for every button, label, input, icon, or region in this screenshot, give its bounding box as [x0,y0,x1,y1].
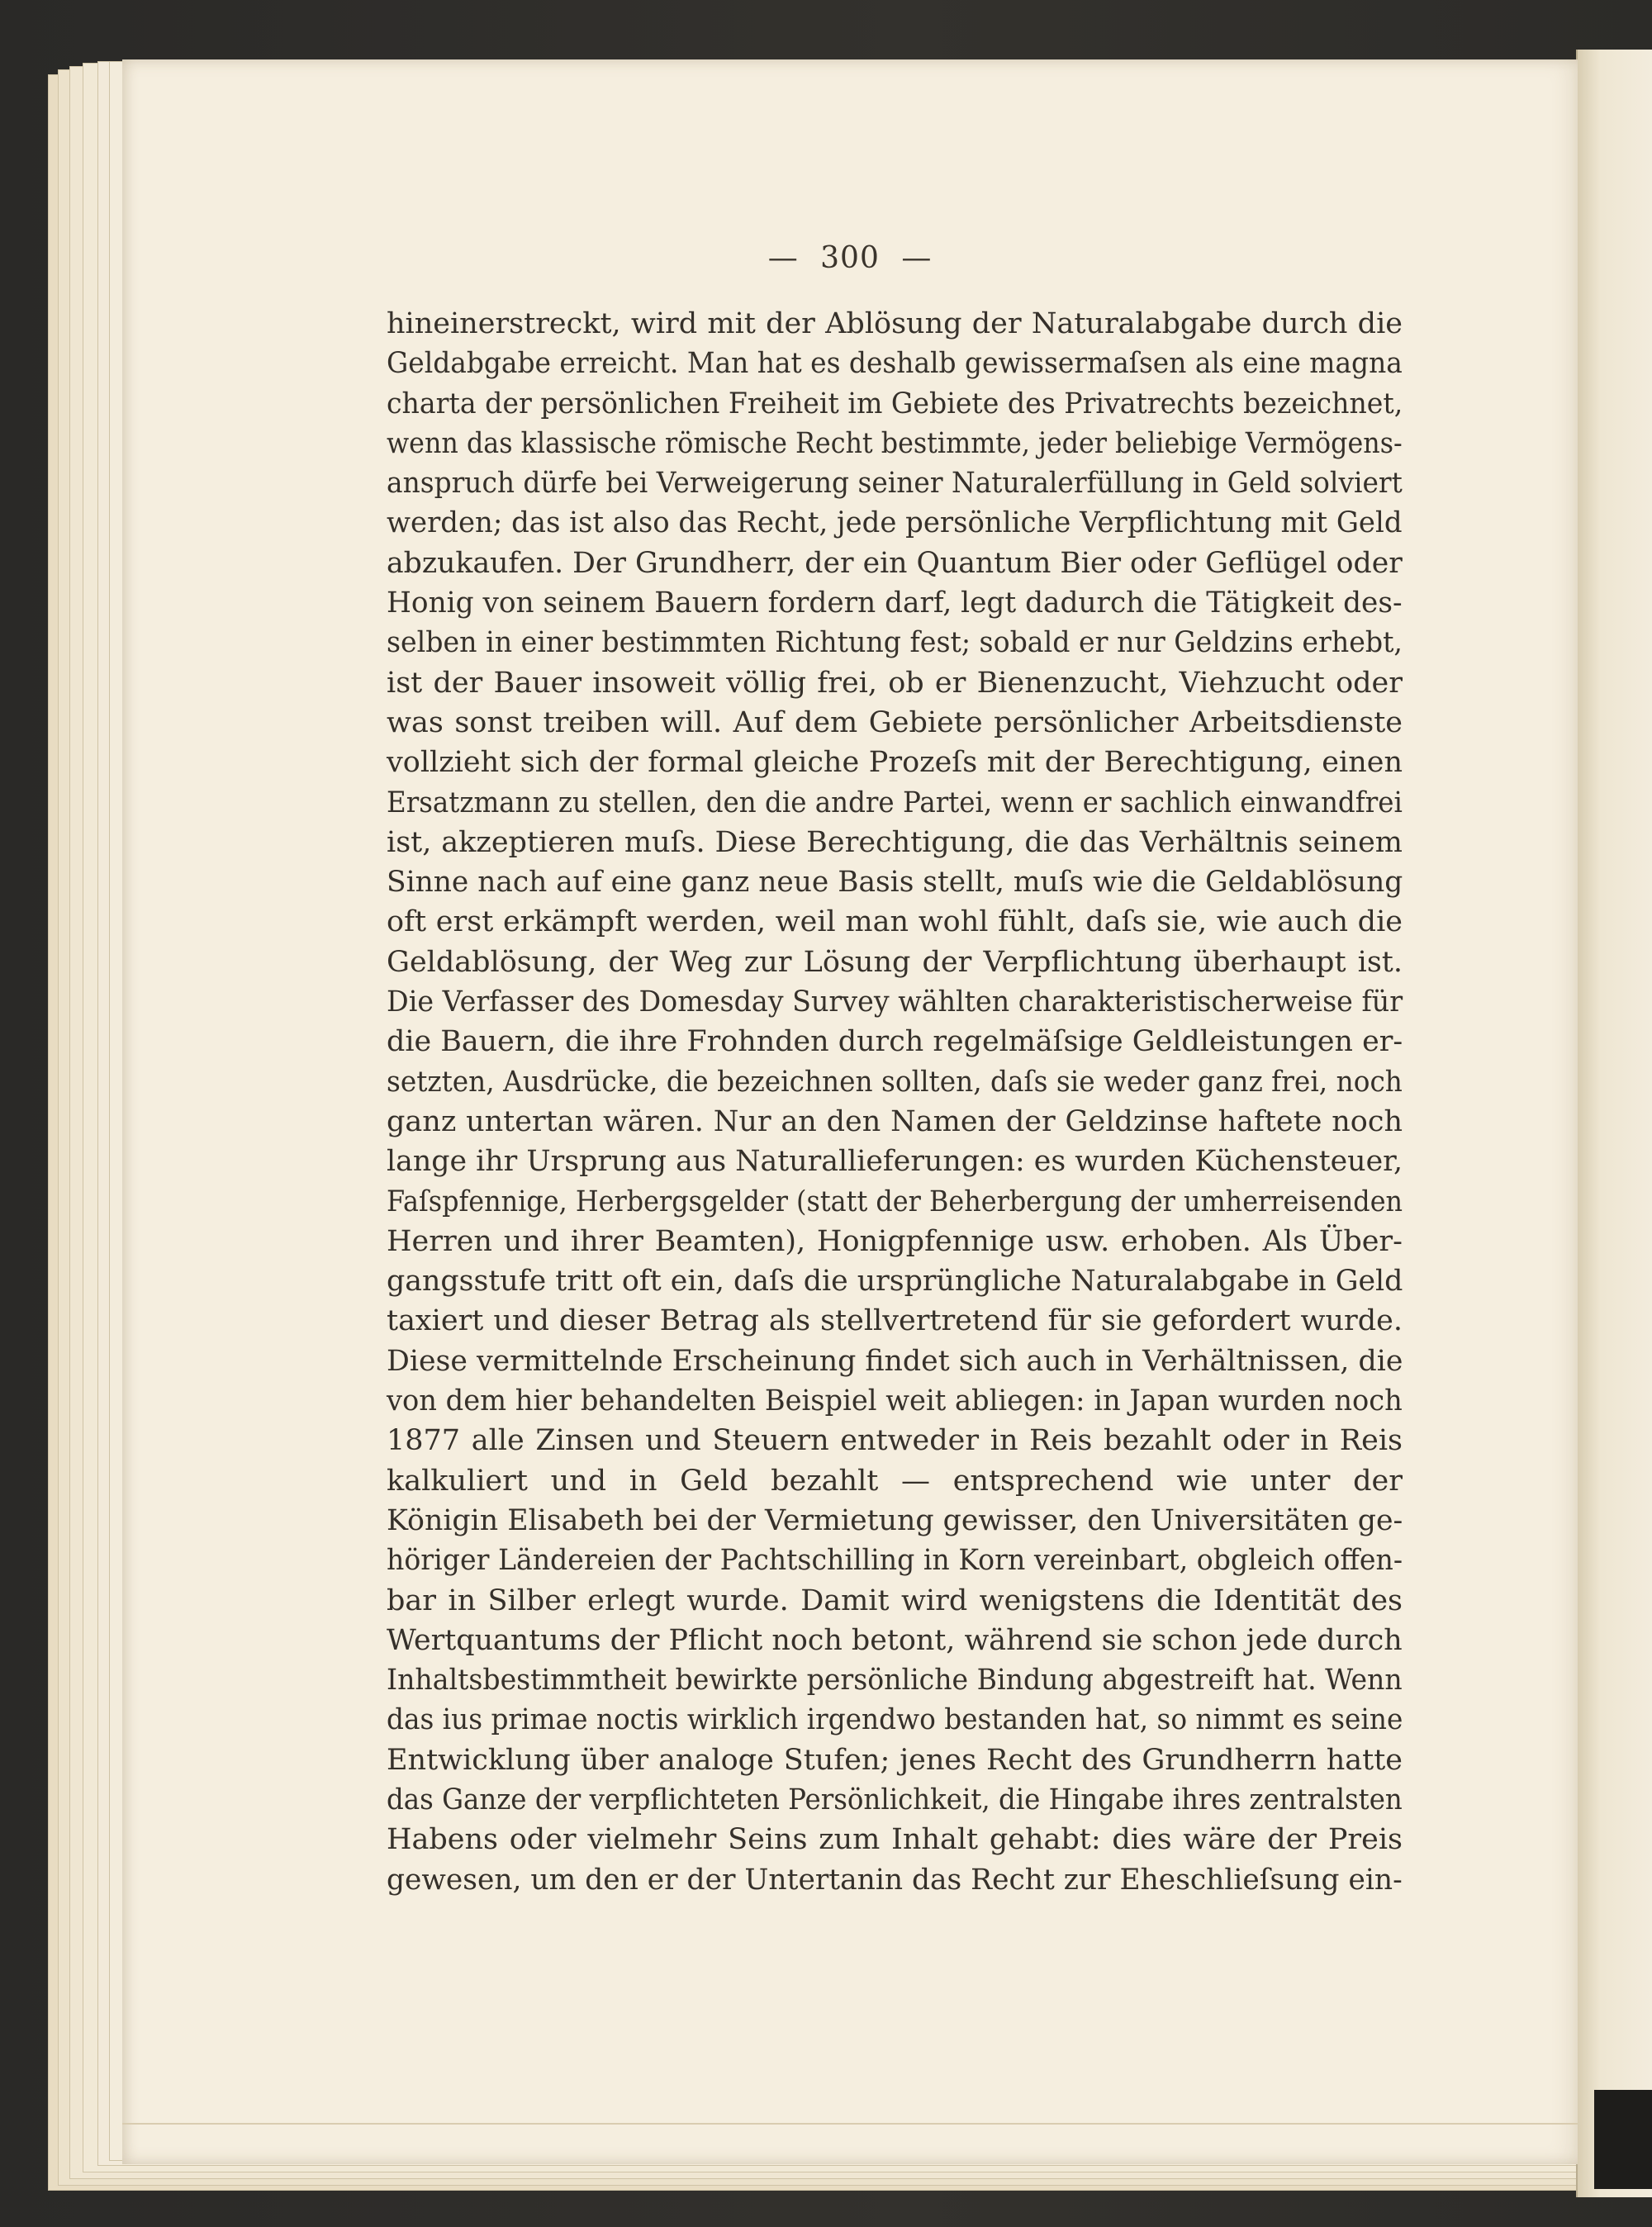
text-line: werden; das ist also das Recht, jede persönliche Verpflichtung mit Geld [387,506,1403,540]
text-line: setzten, Ausdrücke, die bezeichnen sollten, daſs sie weder ganz frei, noch [387,1065,1403,1099]
text-line: gangsstufe tritt oft ein, daſs die ursprüngliche Naturalabgabe in Geld [387,1265,1403,1299]
text-line: Geldabgabe erreicht. Man hat es deshalb gewissermaſsen als eine magna [387,347,1403,381]
text-line: das Ganze der verpflichteten Persönlichkeit, die Hingabe ihres zentralsten [387,1783,1403,1816]
text-line: selben in einer bestimmten Richtung fest; sobald er nur Geldzins erhebt, [387,626,1403,660]
text-line: was sonst treiben will. Auf dem Gebiete persönlicher Arbeitsdienste [387,705,1403,739]
page-bottom-edge [122,2123,1578,2125]
text-line: charta der persönlichen Freiheit im Gebiete des Privatrechts bezeichnet, [387,387,1403,420]
text-line: Wertquantums der Pflicht noch betont, während sie schon jede durch [387,1623,1403,1657]
facing-page-edge [1576,50,1652,2197]
text-line: Herren und ihrer Beamten), Honigpfennige usw. erhoben. Als Über- [387,1224,1403,1258]
text-line: wenn das klassische römische Recht bestimmte, jeder beliebige Vermögens- [387,426,1403,460]
body-text [387,304,1403,1900]
text-line: gewesen, um den er der Untertanin das Recht zur Eheschlieſsung ein- [387,1863,1403,1897]
text-line: Habens oder vielmehr Seins zum Inhalt gehabt: dies wäre der Preis [387,1823,1403,1857]
page-number: 300 [820,241,880,275]
text-line: Königin Elisabeth bei der Vermietung gewisser, den Universitäten ge- [387,1503,1403,1537]
text-line: die Bauern, die ihre Frohnden durch regelmäſsige Geldleistungen er- [387,1025,1403,1059]
text-line: Ersatzmann zu stellen, den die andre Partei, wenn er sachlich einwandfrei [387,786,1403,819]
text-line: Faſspfennige, Herbergsgelder (statt der Beherbergung der umherreisenden [387,1185,1403,1218]
text-line: abzukaufen. Der Grundherr, der ein Quantum Bier oder Geflügel oder [387,546,1403,580]
text-line: 1877 alle Zinsen und Steuern entweder in Reis bezahlt oder in Reis [387,1424,1403,1458]
text-line: höriger Ländereien der Pachtschilling in Korn vereinbart, obgleich offen- [387,1544,1403,1578]
text-line: von dem hier behandelten Beispiel weit abliegen: in Japan wurden noch [387,1384,1403,1418]
text-line: ist, akzeptieren muſs. Diese Berechtigung, die das Verhältnis seinem [387,825,1403,859]
text-line: Inhaltsbestimmtheit bewirkte persönliche Bindung abgestreift hat. Wenn [387,1664,1403,1698]
text-line: oft erst erkämpft werden, weil man wohl fühlt, daſs sie, wie auch die [387,905,1403,939]
text-line: Diese vermittelnde Erscheinung findet sich auch in Verhältnissen, die [387,1344,1403,1378]
text-line: Geldablösung, der Weg zur Lösung der Verpflichtung überhaupt ist. [387,945,1403,979]
text-line: bar in Silber erlegt wurde. Damit wird wenigstens die Identität des [387,1584,1403,1617]
text-line: das ius primae noctis wirklich irgendwo bestanden hat, so nimmt es seine [387,1703,1403,1737]
header-dash-left: — [767,241,799,275]
facing-page-shadow [1594,2090,1652,2189]
text-line: Honig von seinem Bauern fordern darf, legt dadurch die Tätigkeit des- [387,586,1403,620]
text-line: taxiert und dieser Betrag als stellvertretend für sie gefordert wurde. [387,1304,1403,1338]
text-line: kalkuliert und in Geld bezahlt — entsprechend wie unter der [387,1464,1403,1498]
text-line: lange ihr Ursprung aus Naturallieferungen: es wurden Küchensteuer, [387,1145,1403,1179]
text-line: ganz untertan wären. Nur an den Namen der Geldzinse haftete noch [387,1104,1403,1138]
text-line: vollzieht sich der formal gleiche Prozeſs mit der Berechtigung, einen [387,746,1403,780]
text-line: Entwicklung über analoge Stufen; jenes Recht des Grundherrn hatte [387,1743,1403,1777]
page-header [122,241,1578,275]
header-dash-right: — [901,241,933,275]
text-line: Sinne nach auf eine ganz neue Basis stellt, muſs wie die Geldablösung [387,866,1403,900]
text-line: anspruch dürfe bei Verweigerung seiner Naturalerfüllung in Geld solviert [387,467,1403,501]
text-line: Die Verfasser des Domesday Survey wählten charakteristischerweise für [387,985,1403,1019]
text-line: hineinerstreckt, wird mit der Ablösung der Naturalabgabe durch die [387,307,1403,340]
text-line: ist der Bauer insoweit völlig frei, ob er Bienenzucht, Viehzucht oder [387,666,1403,700]
